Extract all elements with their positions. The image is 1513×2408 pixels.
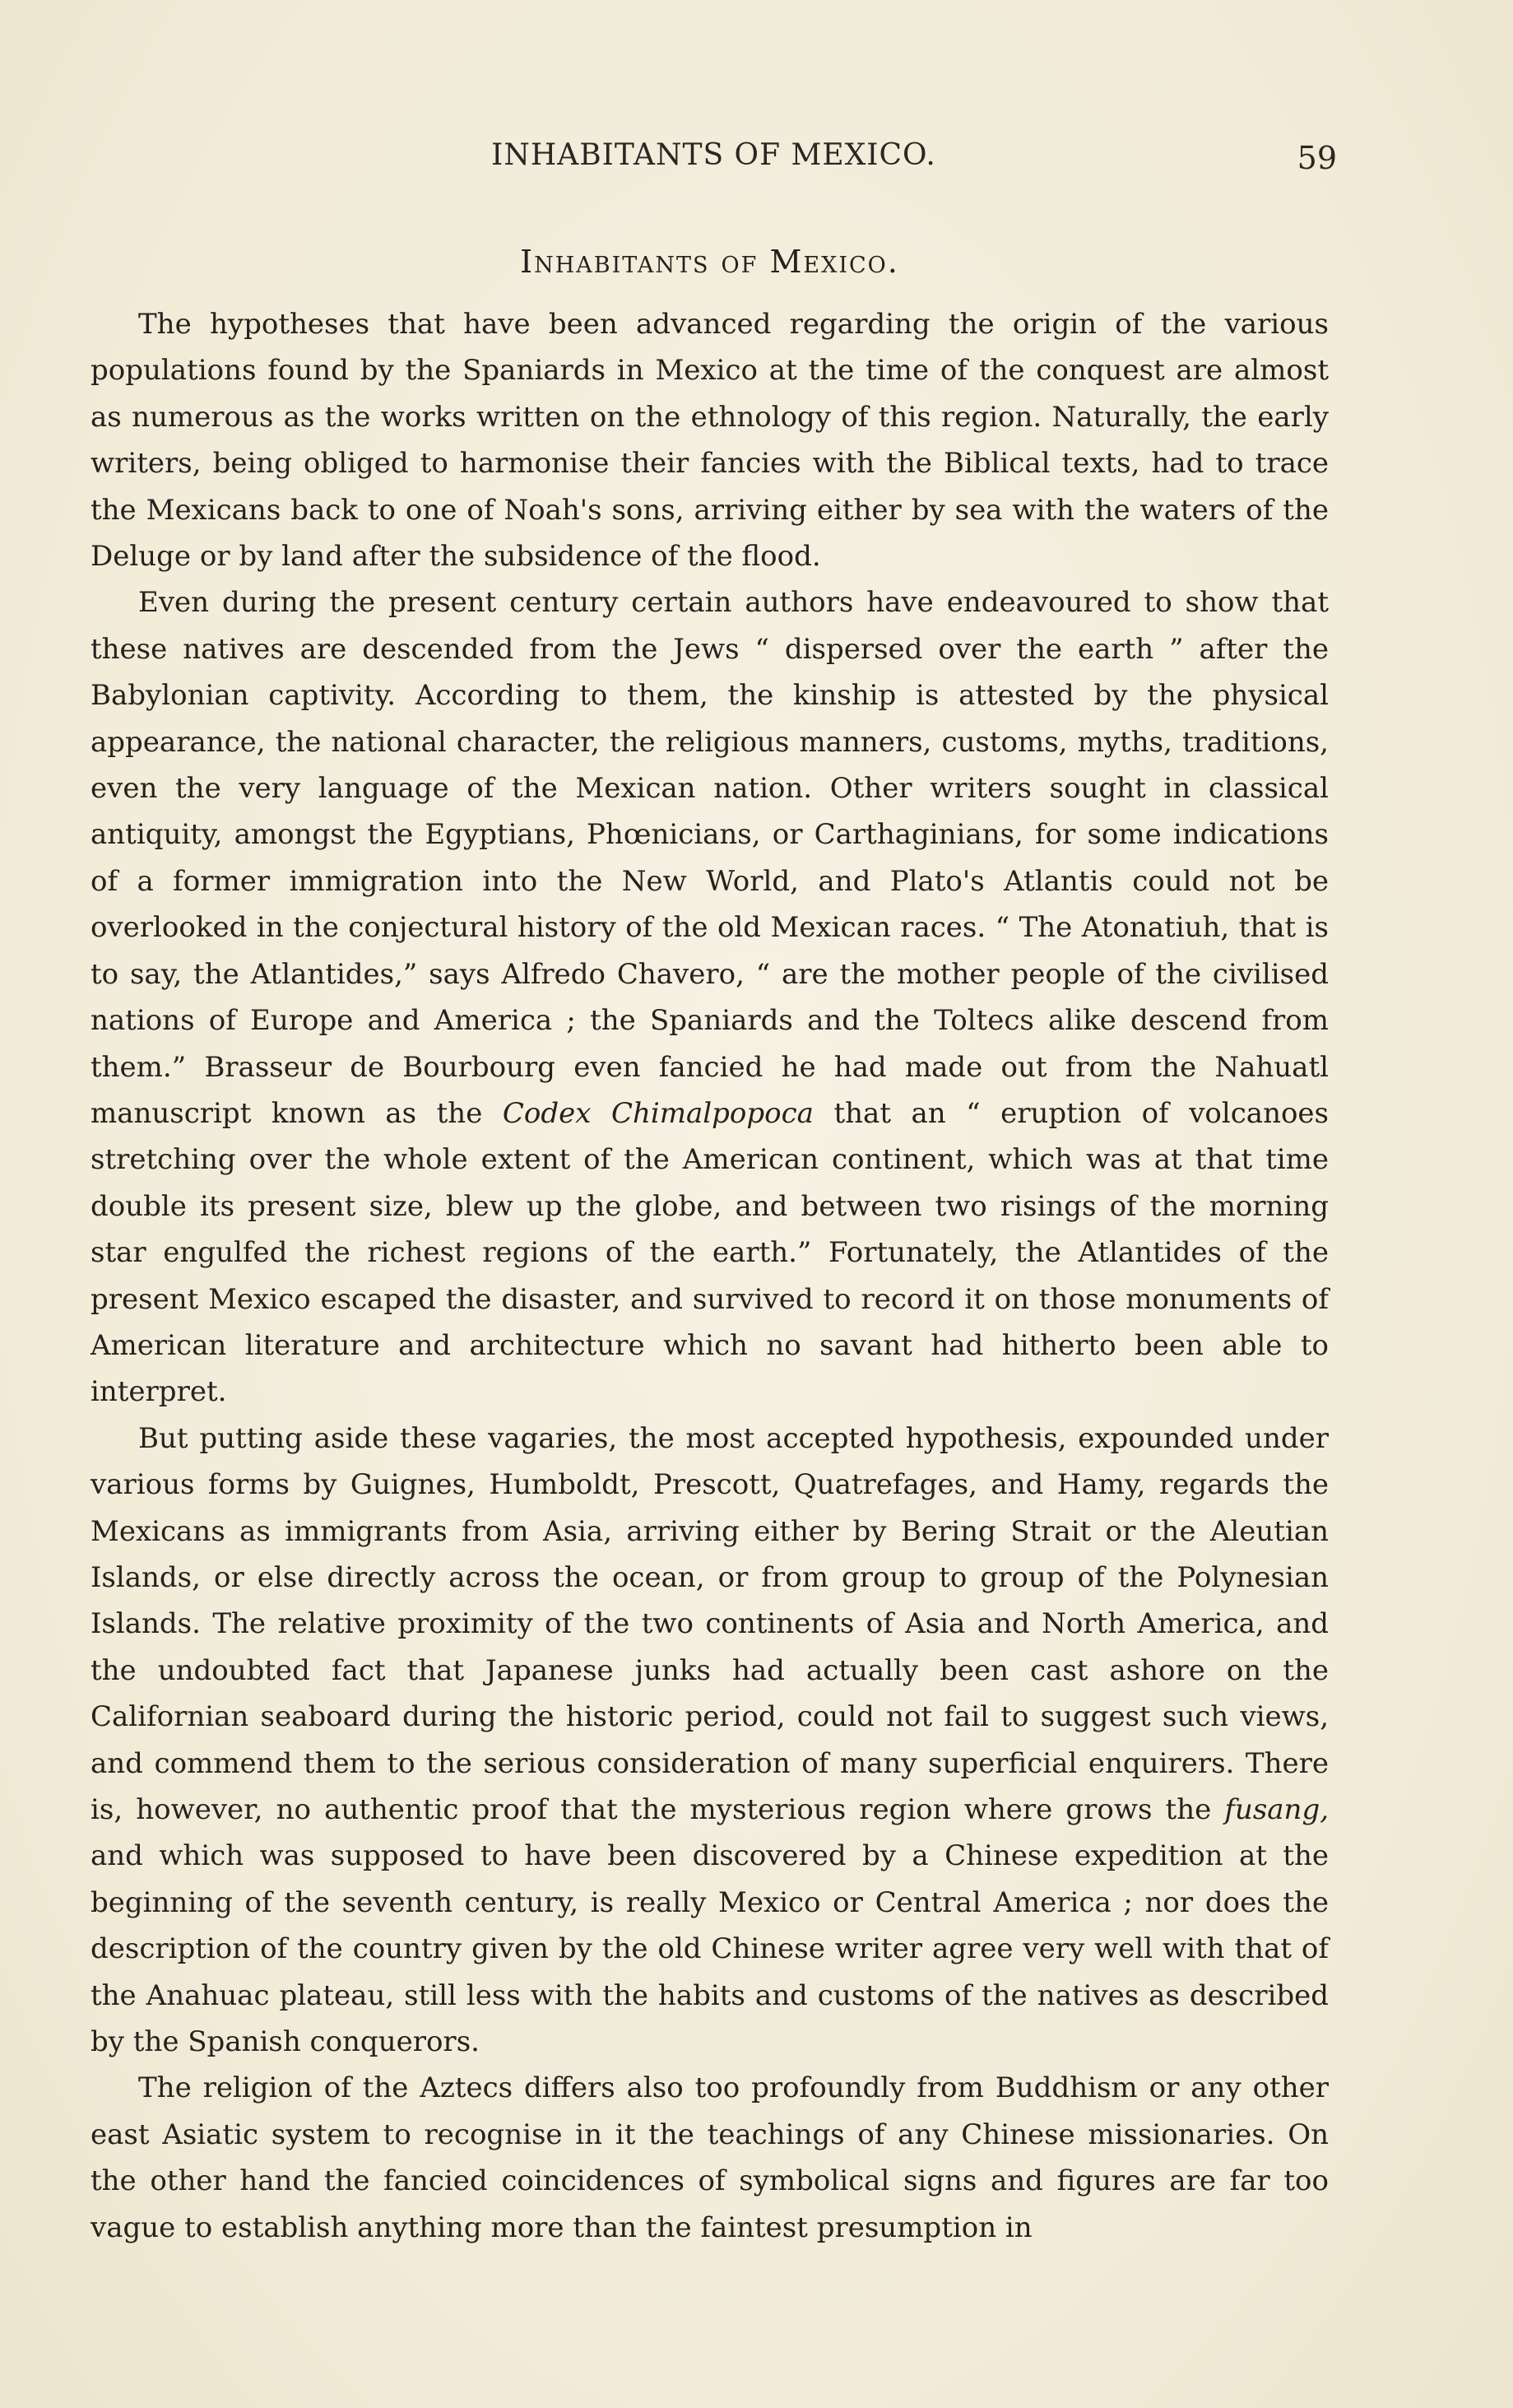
paragraph-3 — [91, 1416, 1329, 2066]
paragraph-2 — [91, 579, 1329, 1415]
paragraph-1 — [91, 301, 1329, 579]
text-block — [91, 239, 1329, 2251]
paragraph-2-text-b: that an “ eruption of volcanoes stretching over the whole extent of the American continent, which was at that time double its present size, blew up the globe, and between two risings of the morning star engulfed the richest regions of the earth.” Fortunately, the Atlantides of the present Mexico escaped the disaster, and survived to record it on those monuments of American literature and architecture which no savant had hitherto been able to interpret. — [91, 1096, 1330, 1409]
paragraph-4-text: The religion of the Aztecs differs also too profoundly from Buddhism or any other east Asiatic system to recognise in it the teachings of any Chinese missionaries. On the other hand the fancied coincidences of symbolical signs and figures are far too vague to establish anything more than the faintest presumption in — [91, 2071, 1329, 2244]
paragraph-2-italic-title: Codex Chimalpopoca — [502, 1096, 814, 1130]
page-number: 59 — [1297, 140, 1337, 176]
paragraph-3-italic-term: fusang, — [1224, 1793, 1330, 1826]
paragraph-2-text-a: Even during the present century certain authors have endeavoured to show that these natives are descended from the Jews “ dispersed over the earth ” after the Babylonian captivity. According to them, the kinship is attested by the physical appearance, the national character, the religious manners, customs, myths, traditions, even the very language of the Mexican nation. Other writers sought in classical antiquity, amongst the Egyptians, Phœnicians, or Carthaginians, for some indications of a former immigration into the New World, and Plato's Atlantis could not be overlooked in the conjectural history of the old Mexican races. “ The Atonatiuh, that is to say, the Atlantides,” says Alfredo Chavero, “ are the mother people of the civilised nations of Europe and America ; the Spaniards and the Toltecs alike descend from them.” Brasseur de Bourbourg even fancied he had made out from the Nahuatl manuscript known as the — [91, 586, 1329, 1130]
paragraph-3-text-a: But putting aside these vagaries, the most accepted hypothesis, expounded under various forms by Guignes, Humboldt, Prescott, Quatrefages, and Hamy, regards the Mexicans as immigrants from Asia, arriving either by Bering Strait or the Aleutian Islands, or else directly across the ocean, or from group to group of the Polynesian Islands. The relative proximity of the two continents of Asia and North America, and the undoubted fact that Japanese junks had actually been cast ashore on the Californian seaboard during the historic period, could not fail to suggest such views, and commend them to the serious consideration of many superficial enquirers. There is, however, no authentic proof that the mysterious region where grows the — [91, 1421, 1329, 1826]
paragraph-4 — [91, 2065, 1329, 2251]
running-title: INHABITANTS OF MEXICO. — [491, 138, 936, 172]
paragraph-1-text: The hypotheses that have been advanced regarding the origin of the various populations found by the Spaniards in Mexico at the time of the conquest are almost as numerous as the works written on the ethnology of this region. Naturally, the early writers, being obliged to harmonise their fancies with the Biblical texts, had to trace the Mexicans back to one of Noah's sons, arriving either by sea with the waters of the Deluge or by land after the subsidence of the flood. — [91, 308, 1329, 574]
paragraph-3-text-b: and which was supposed to have been discovered by a Chinese expedition at the beginning of the seventh century, is really Mexico or Central America ; nor does the description of the country given by the old Chinese writer agree very well with that of the Anahuac plateau, still less with the habits and customs of the natives as described by the Spanish conquerors. — [91, 1839, 1329, 2059]
section-heading: Inhabitants of Mexico. — [520, 244, 899, 280]
running-head — [91, 138, 1337, 179]
